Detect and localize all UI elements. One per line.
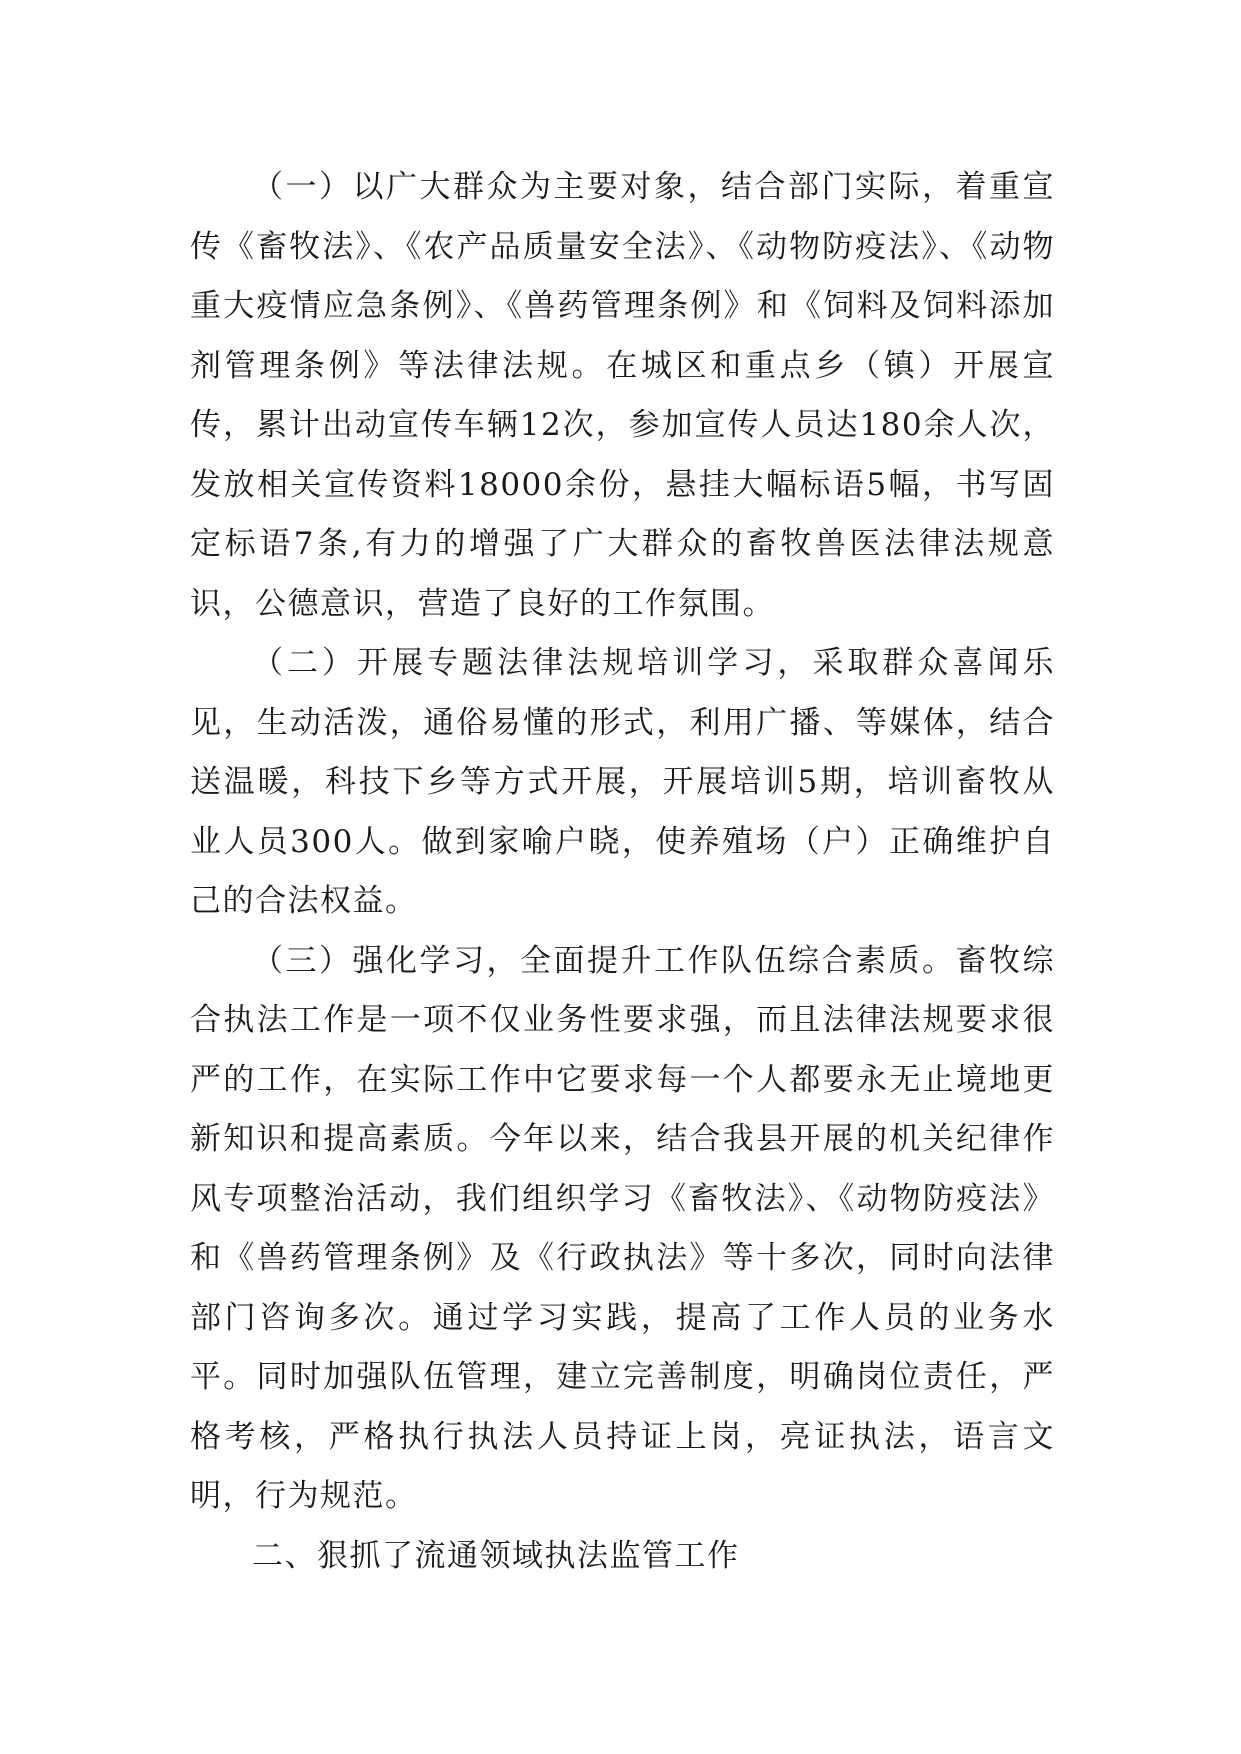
document-body	[190, 158, 1055, 1586]
paragraph-study: （三）强化学习，全面提升工作队伍综合素质。畜牧综合执法工作是一项不仅业务性要求强，而且法律法规要求很严的工作，在实际工作中它要求每一个人都要永无止境地更新知识和提高素质。今年以来，结合我县开展的机关纪律作风专项整治活动，我们组织学习《畜牧法》、《动物防疫法》和《兽药管理条例》及《行政执法》等十多次，同时向法律部门咨询多次。通过学习实践，提高了工作人员的业务水平。同时加强队伍管理，建立完善制度，明确岗位责任，严格考核，严格执行执法人员持证上岗，亮证执法，语言文明，行为规范。	[190, 942, 1055, 1514]
section-heading: 二、狠抓了流通领域执法监管工作	[252, 1537, 740, 1574]
paragraph-training: （二）开展专题法律法规培训学习，采取群众喜闻乐见，生动活泼，通俗易懂的形式，利用广播、等媒体，结合送温暖，科技下乡等方式开展，开展培训5期，培训畜牧从业人员300人。做到家喻户晓，使养殖场（户）正确维护自己的合法权益。	[190, 645, 1055, 919]
paragraph-publicity: （一）以广大群众为主要对象，结合部门实际，着重宣传《畜牧法》、《农产品质量安全法》、《动物防疫法》、《动物重大疫情应急条例》、《兽药管理条例》和《饲料及饲料添加剂管理条例》等法律法规。在城区和重点乡（镇）开展宣传，累计出动宣传车辆12次，参加宣传人员达180余人次，发放相关宣传资料18000余份，悬挂大幅标语5幅，书写固定标语7条,有力的增强了广大群众的畜牧兽医法律法规意识，公德意识，营造了良好的工作氛围。	[190, 169, 1055, 622]
